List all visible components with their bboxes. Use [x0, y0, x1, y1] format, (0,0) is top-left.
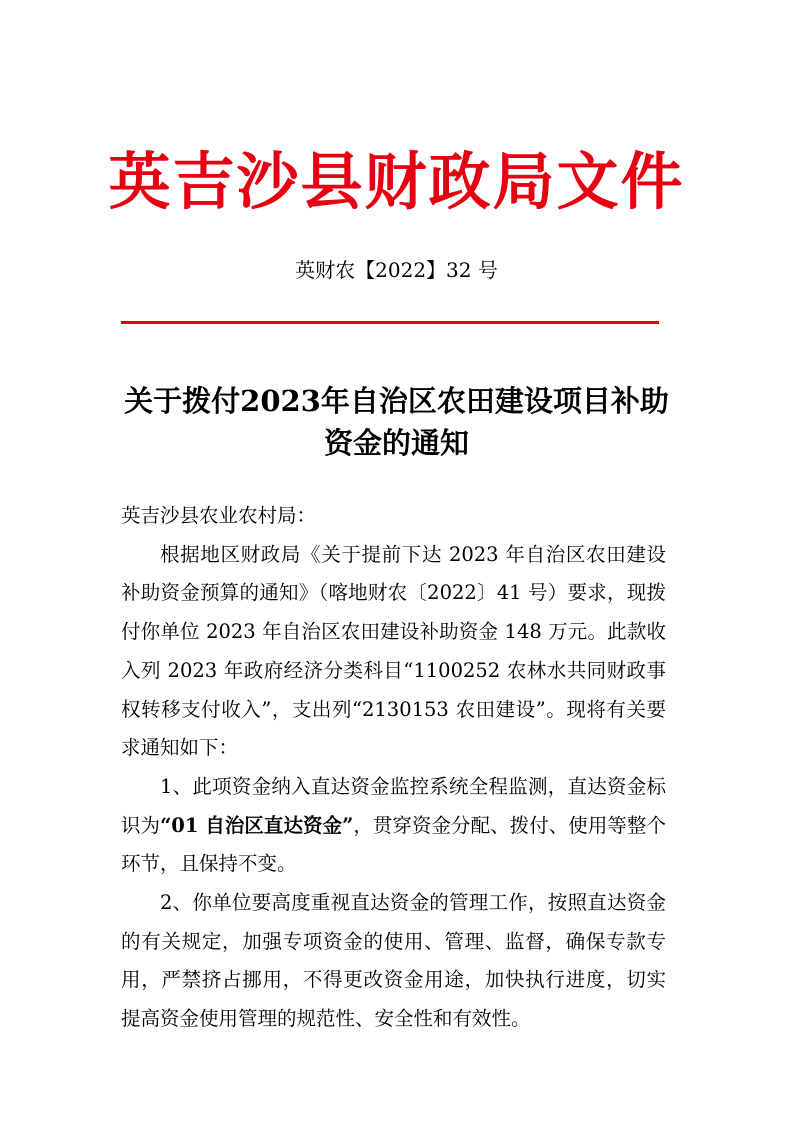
document-title	[100, 380, 693, 464]
document-title-line-2: 资金的通知	[323, 426, 469, 460]
paragraph-intro: 根据地区财政局《关于提前下达 2023 年自治区农田建设补助资金预算的通知》（喀地财农〔2022〕41 号）要求，现拨付你单位 2023 年自治区农田建设补助资金 148 万元。此款收入列 2023 年政府经济分类科目“1100252 农林水共同财政事权转移支付收入”，支出列“2130153 农田建设”。现将有关要求通知如下：	[121, 542, 666, 760]
red-divider-line	[121, 321, 659, 324]
document-body	[121, 497, 666, 1039]
item-1-suffix: ，贯穿资金分配、拨付、使用等整个环节，且保持不变。	[121, 813, 666, 876]
salutation: 英吉沙县农业农村局：	[121, 504, 317, 527]
item-1-prefix: 1、此项资金纳入直达资金监控系统全程监测，直达资金标识为	[121, 774, 666, 837]
paragraph-item-2: 2、你单位要高度重视直达资金的管理工作，按照直达资金的有关规定，加强专项资金的使用、管理、监督，确保专款专用，严禁挤占挪用，不得更改资金用途，加快执行进度，切实提高资金使用管理的规范性、安全性和有效性。	[121, 891, 666, 1031]
issuer-masthead: 英吉沙县财政局文件	[108, 145, 685, 218]
document-title-line-1: 关于拨付2023年自治区农田建设项目补助	[124, 384, 669, 418]
document-number: 英财农【2022】32 号	[295, 258, 498, 282]
paragraph-item-1	[121, 768, 666, 884]
item-1-highlight: “01 自治区直达资金”	[160, 813, 354, 837]
